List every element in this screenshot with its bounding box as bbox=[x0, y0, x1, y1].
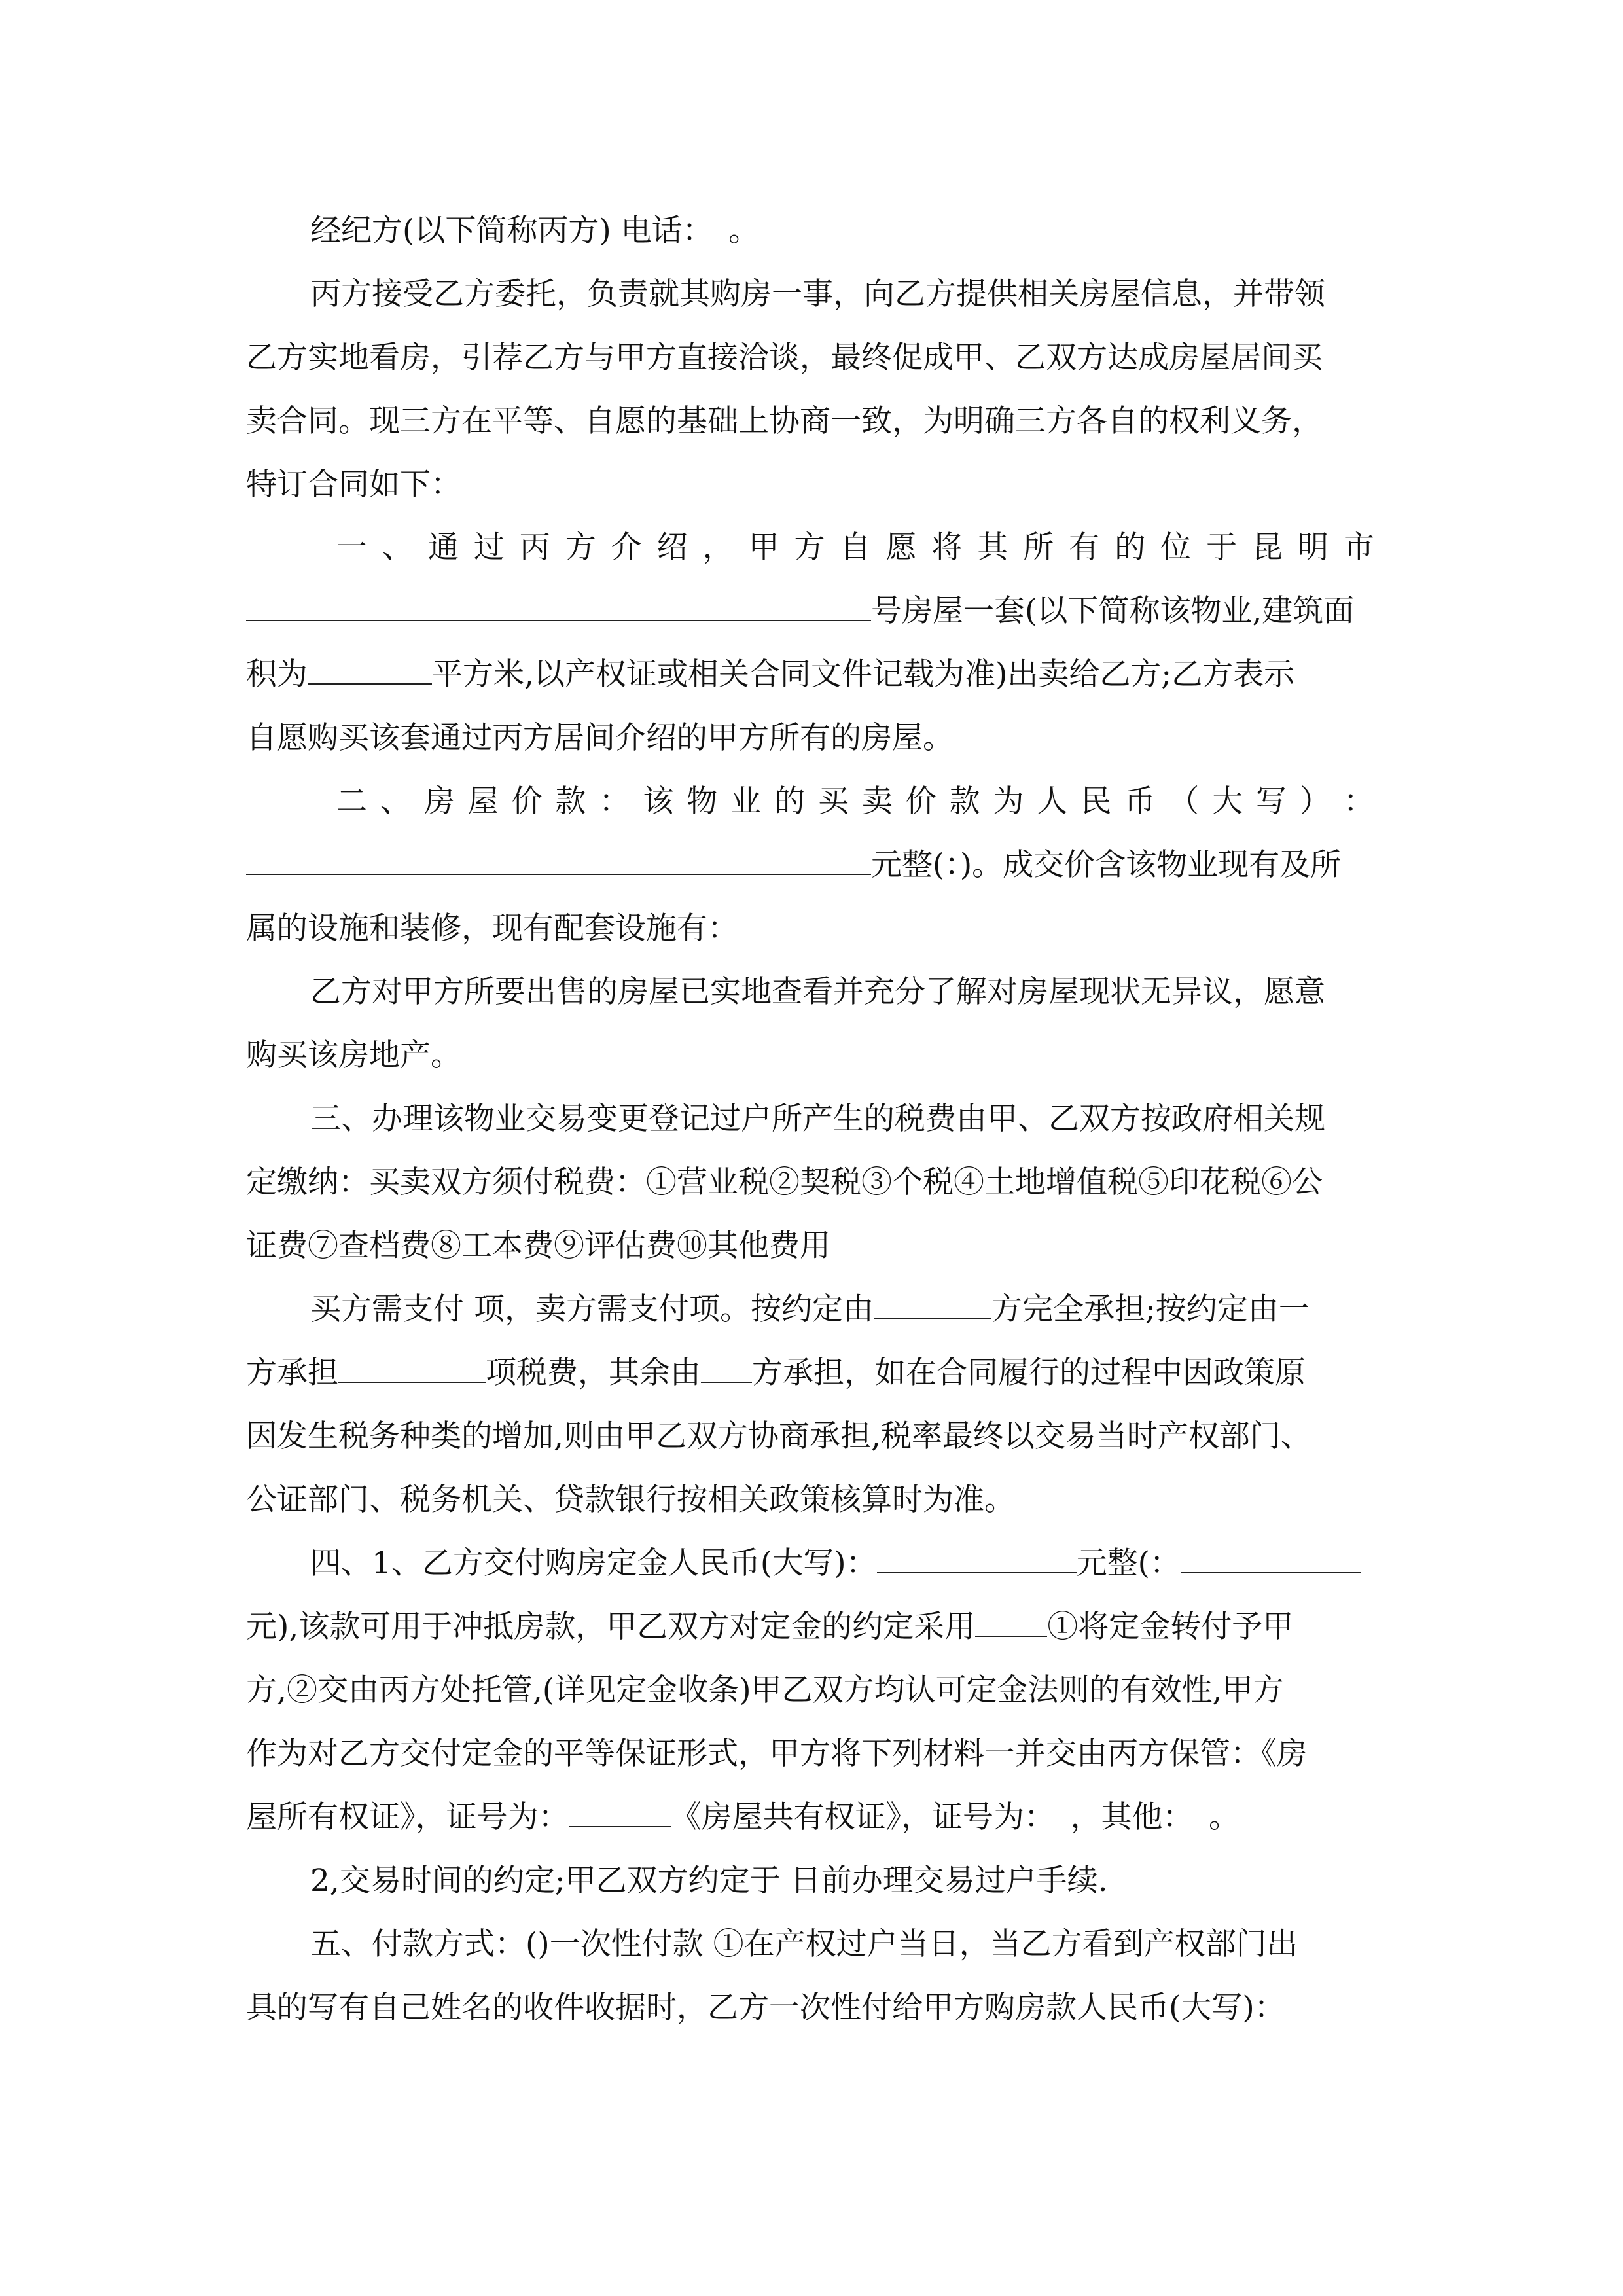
section-1-heading bbox=[246, 516, 1378, 579]
section-4-line-5: 屋所有权证》，证号为： 《房屋共有权证》，证号为： ，其他： 。 bbox=[246, 1785, 1378, 1849]
intro-line: 乙方实地看房，引荐乙方与甲方直接洽谈，最终促成甲、乙双方达成房屋居间买 bbox=[246, 340, 1323, 376]
heading-char: 房 bbox=[423, 783, 455, 819]
heading-char: 将 bbox=[931, 529, 963, 565]
intro-line: 丙方接受乙方委托，负责就其购房一事，向乙方提供相关房屋信息，并带领 bbox=[310, 276, 1325, 312]
property-address-blank[interactable] bbox=[246, 581, 871, 621]
heading-char: 市 bbox=[1343, 529, 1374, 565]
tax-split-line-4: 公证部门、税务机关、贷款银行按相关政策核算时为准。 bbox=[246, 1482, 1015, 1518]
heading-char: 绍 bbox=[656, 529, 688, 565]
certificate-number-blank[interactable] bbox=[569, 1787, 671, 1827]
full-bearing-party-blank[interactable] bbox=[874, 1279, 991, 1319]
agent-line-text: 经纪方(以下简称丙方) 电话： 。 bbox=[310, 213, 760, 249]
heading-char: 昆 bbox=[1252, 529, 1283, 565]
heading-char: 屋 bbox=[467, 783, 499, 819]
heading-char: 款 bbox=[555, 783, 586, 819]
section-1-line-2: 号房屋一套(以下简称该物业,建筑面 bbox=[246, 579, 1378, 643]
heading-char: ） bbox=[1299, 783, 1330, 819]
heading-char: 二 bbox=[336, 783, 367, 819]
heading-char: 的 bbox=[1115, 529, 1146, 565]
section-3-line: 三、办理该物业交易变更登记过户所产生的税费由甲、乙双方按政府相关规 bbox=[310, 1101, 1325, 1137]
intro-paragraph bbox=[246, 262, 1378, 516]
section-3-line: 证费⑦查档费⑧工本费⑨评估费⑩其他费用 bbox=[246, 1228, 830, 1264]
heading-char: 所 bbox=[1023, 529, 1054, 565]
buyer-statement bbox=[246, 960, 1378, 1087]
area-blank[interactable] bbox=[308, 644, 432, 685]
heading-char: 价 bbox=[905, 783, 936, 819]
price-words-blank[interactable] bbox=[246, 834, 871, 875]
heading-char: 的 bbox=[774, 783, 806, 819]
section-2-line-2: 元整(：)。成交价含该物业现有及所 bbox=[246, 833, 1378, 897]
section-4-2-line: 2,交易时间的约定;甲乙双方约定于 日前办理交易过户手续. bbox=[310, 1863, 1108, 1899]
heading-char: （ bbox=[1168, 783, 1200, 819]
heading-char: 为 bbox=[993, 783, 1024, 819]
tax-split-line-3: 因发生税务种类的增加,则由甲乙双方协商承担,税率最终以交易当时产权部门、 bbox=[246, 1418, 1311, 1454]
heading-char: 物 bbox=[687, 783, 718, 819]
heading-char: 人 bbox=[1037, 783, 1068, 819]
heading-char: ， bbox=[702, 529, 734, 565]
section-1 bbox=[246, 516, 1378, 770]
tax-split bbox=[246, 1278, 1378, 1532]
deposit-agreement-blank[interactable] bbox=[975, 1596, 1047, 1637]
tax-items-blank[interactable] bbox=[338, 1342, 486, 1383]
section-4-2 bbox=[246, 1849, 1378, 1912]
section-4-line-3: 方,②交由丙方处托管,(详见定金收条)甲乙双方均认可定金法则的有效性,甲方 bbox=[246, 1672, 1284, 1708]
heading-char: 款 bbox=[949, 783, 980, 819]
heading-char: 通 bbox=[427, 529, 459, 565]
heading-char: 介 bbox=[611, 529, 642, 565]
section-4-line-1: 四、1、乙方交付购房定金人民币(大写)： 元整(： bbox=[246, 1532, 1378, 1595]
deposit-figures-blank[interactable] bbox=[1181, 1533, 1361, 1573]
heading-char: 自 bbox=[840, 529, 871, 565]
buyer-statement-line: 购买该房地产。 bbox=[246, 1037, 461, 1073]
heading-char: 、 bbox=[382, 529, 413, 565]
heading-char: 方 bbox=[565, 529, 596, 565]
section-2 bbox=[246, 770, 1378, 960]
heading-char: 卖 bbox=[861, 783, 893, 819]
section-4-line-2: 元),该款可用于冲抵房款，甲乙双方对定金的约定采用 ①将定金转付予甲 bbox=[246, 1595, 1378, 1659]
section-3 bbox=[246, 1087, 1378, 1278]
heading-char: 币 bbox=[1124, 783, 1156, 819]
heading-char: 业 bbox=[730, 783, 762, 819]
section-1-line-3: 积为 平方米,以产权证或相关合同文件记载为准)出卖给乙方;乙方表示 bbox=[246, 643, 1378, 706]
heading-char: ： bbox=[1343, 783, 1374, 819]
remaining-party-blank[interactable] bbox=[701, 1342, 752, 1383]
tax-split-line-1: 买方需支付 项，卖方需支付项。按约定由 方完全承担;按约定由一 bbox=[246, 1278, 1378, 1341]
section-3-line: 定缴纳：买卖双方须付税费：①营业税②契税③个税④土地增值税⑤印花税⑥公 bbox=[246, 1164, 1323, 1200]
heading-char: 其 bbox=[977, 529, 1008, 565]
intro-line: 特订合同如下： bbox=[246, 467, 461, 503]
heading-char: 价 bbox=[511, 783, 543, 819]
heading-char: 一 bbox=[336, 529, 367, 565]
deposit-words-blank[interactable] bbox=[877, 1533, 1077, 1573]
heading-char: 大 bbox=[1212, 783, 1243, 819]
tax-split-line-2: 方承担 项税费，其余由 方承担，如在合同履行的过程中因政策原 bbox=[246, 1341, 1378, 1405]
intro-line: 卖合同。现三方在平等、自愿的基础上协商一致，为明确三方各自的权利义务， bbox=[246, 403, 1323, 439]
heading-char: 写 bbox=[1256, 783, 1287, 819]
heading-char: 甲 bbox=[748, 529, 779, 565]
heading-char: 方 bbox=[794, 529, 825, 565]
section-2-line-3: 属的设施和装修，现有配套设施有： bbox=[246, 910, 738, 946]
heading-char: 愿 bbox=[885, 529, 917, 565]
heading-char: 有 bbox=[1069, 529, 1100, 565]
heading-char: 过 bbox=[473, 529, 505, 565]
heading-char: 位 bbox=[1160, 529, 1192, 565]
agent-line bbox=[246, 199, 1378, 262]
section-5-line: 五、付款方式：()一次性付款 ①在产权过户当日，当乙方看到产权部门出 bbox=[310, 1926, 1298, 1962]
section-1-line-4: 自愿购买该套通过丙方居间介绍的甲方所有的房屋。 bbox=[246, 720, 954, 756]
heading-char: 该 bbox=[643, 783, 674, 819]
section-2-heading bbox=[246, 770, 1378, 833]
heading-char: 、 bbox=[380, 783, 411, 819]
section-4 bbox=[246, 1532, 1378, 1849]
section-4-line-4: 作为对乙方交付定金的平等保证形式，甲方将下列材料一并交由丙方保管：《房 bbox=[246, 1736, 1308, 1772]
buyer-statement-line: 乙方对甲方所要出售的房屋已实地查看并充分了解对房屋现状无异议，愿意 bbox=[310, 974, 1325, 1010]
section-5 bbox=[246, 1912, 1378, 2039]
heading-char: 明 bbox=[1298, 529, 1329, 565]
heading-char: 丙 bbox=[519, 529, 550, 565]
heading-char: 民 bbox=[1080, 783, 1112, 819]
heading-char: 买 bbox=[817, 783, 849, 819]
section-5-line: 具的写有自己姓名的收件收据时，乙方一次性付给甲方购房款人民币(大写)： bbox=[246, 1990, 1285, 2026]
heading-char: ： bbox=[599, 783, 630, 819]
heading-char: 于 bbox=[1206, 529, 1238, 565]
